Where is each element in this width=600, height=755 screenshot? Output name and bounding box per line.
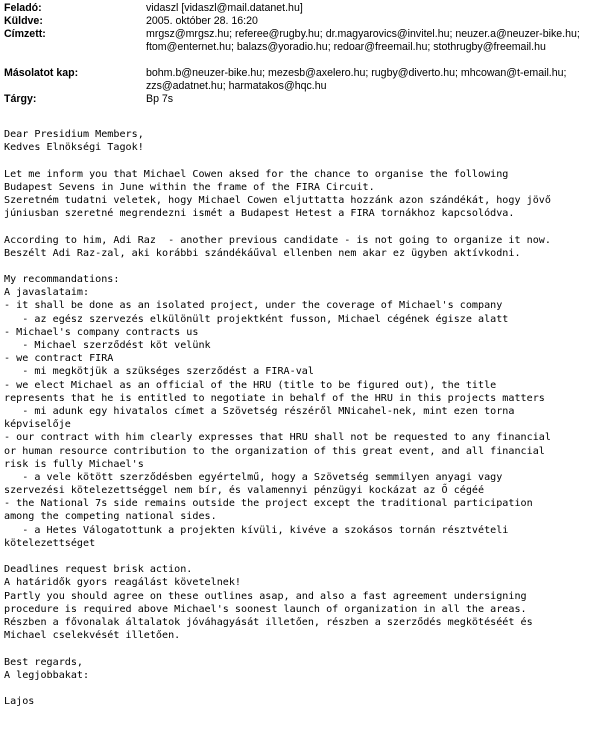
body-line: A határidők gyors reagálást követelnek! <box>4 577 242 589</box>
email-body <box>4 128 596 708</box>
closing-en: Best regards, <box>4 656 84 668</box>
list-item: - the National 7s side remains outside the project except the traditional participation <box>4 498 533 510</box>
closing-hu: A legjobbakat: <box>4 669 90 681</box>
list-item: - our contract with him clearly expresses that HRU shall not be requested to any financial <box>4 432 551 444</box>
list-item: - Michael's company contracts us <box>4 326 199 338</box>
subject-value: Bp 7s <box>146 93 174 105</box>
section-heading: My recommandations: <box>4 274 120 286</box>
cc-value: bohm.b@neuzer-bike.hu; mezesb@axelero.hu; rugby@diverto.hu; mhcowan@t-email.hu; zzs@adatnet.hu; harmatakos@hqc.hu <box>146 67 567 92</box>
body-line: Budapest Sevens in June within the frame of the FIRA Circuit. <box>4 181 375 193</box>
list-item: among the competing national sides. <box>4 511 217 523</box>
list-item: - Michael szerződést köt velünk <box>4 340 211 351</box>
list-item: szervezési kötelezettséggel nem bír, és valamennyi pénzügyi kockázat az Ő cégéé <box>4 485 485 497</box>
subject-label: Tárgy: <box>4 93 37 105</box>
body-line: Beszélt Adi Raz-zal, aki korábbi szándékáűval ellenben nem akar ez ügyben aktívkodni. <box>4 247 521 259</box>
cc-label: Másolatot kap: <box>4 67 79 79</box>
signature: Lajos <box>4 696 35 708</box>
list-item: kötelezettséget <box>4 537 96 549</box>
list-item: or human resource contribution to the organization of this great event, and all financial <box>4 445 545 457</box>
list-item: - mi megkötjük a szükséges szerződést a FIRA-val <box>4 366 314 378</box>
list-item: - mi adunk egy hivatalos címet a Szövetség részéről MNicahel-nek, mint ezen torna <box>4 405 515 417</box>
list-item: - az egész szervezés elkülönült projektként fusson, Michael cégének égisze alatt <box>4 313 509 325</box>
list-item: képviselője <box>4 419 71 431</box>
greeting-en: Dear Presidium Members, <box>4 129 144 140</box>
list-item: represents that he is entitled to negotiate in behalf of the HRU in this projects matters <box>4 392 545 404</box>
list-item: - we contract FIRA <box>4 353 114 365</box>
from-value: vidaszl [vidaszl@mail.datanet.hu] <box>146 2 303 14</box>
greeting-hu: Kedves Elnökségi Tagok! <box>4 142 144 154</box>
list-item: risk is fully Michael's <box>4 458 144 470</box>
body-line: According to him, Adi Raz - another previous candidate - is not going to organize it now. <box>4 234 551 246</box>
body-line: Részben a fővonalak általatok jóváhagyását illetően, részben a szerződés megkötéséét és <box>4 616 533 628</box>
body-line: Michael cselekvését illetően. <box>4 630 181 642</box>
to-value: mrgsz@mrgsz.hu; referee@rugby.hu; dr.magyarovics@invitel.hu; neuzer.a@neuzer-bike.hu; ftom@enternet.hu; balazs@yoradio.hu; redoar@freemail.hu; stothrugby@freemail.hu <box>146 28 580 53</box>
list-item: - a vele kötött szerződésben egyértelmű, hogy a Szövetség semmilyen anyagi vagy <box>4 471 503 483</box>
sent-value: 2005. október 28. 16:20 <box>146 15 258 27</box>
section-heading: A javaslataim: <box>4 287 90 299</box>
to-label: Címzett: <box>4 28 46 40</box>
list-item: - it shall be done as an isolated project, under the coverage of Michael's company <box>4 300 503 312</box>
sent-label: Küldve: <box>4 15 43 27</box>
list-item: - we elect Michael as an official of the HRU (title to be figured out), the title <box>4 379 497 391</box>
body-line: Deadlines request brisk action. <box>4 564 193 576</box>
body-line: Szeretném tudatni veletek, hogy Michael Cowen eljuttatta hozzánk azon szándékát, hogy jövő <box>4 194 551 206</box>
body-line: Let me inform you that Michael Cowen aksed for the chance to organise the following <box>4 168 509 180</box>
from-label: Feladó: <box>4 2 42 14</box>
body-line: procedure is required above Michael's soonest launch of organization in all the areas. <box>4 603 527 615</box>
list-item: - a Hetes Válogatottunk a projekten kívüli, kivéve a szokásos tornán résztvételi <box>4 524 509 536</box>
body-line: Partly you should agree on these outlines asap, and also a fast agreement undersigning <box>4 590 527 602</box>
body-line: júniusban szeretné megrendezni ismét a Budapest Hetest a FIRA tornákhoz kapcsolódva. <box>4 208 515 220</box>
